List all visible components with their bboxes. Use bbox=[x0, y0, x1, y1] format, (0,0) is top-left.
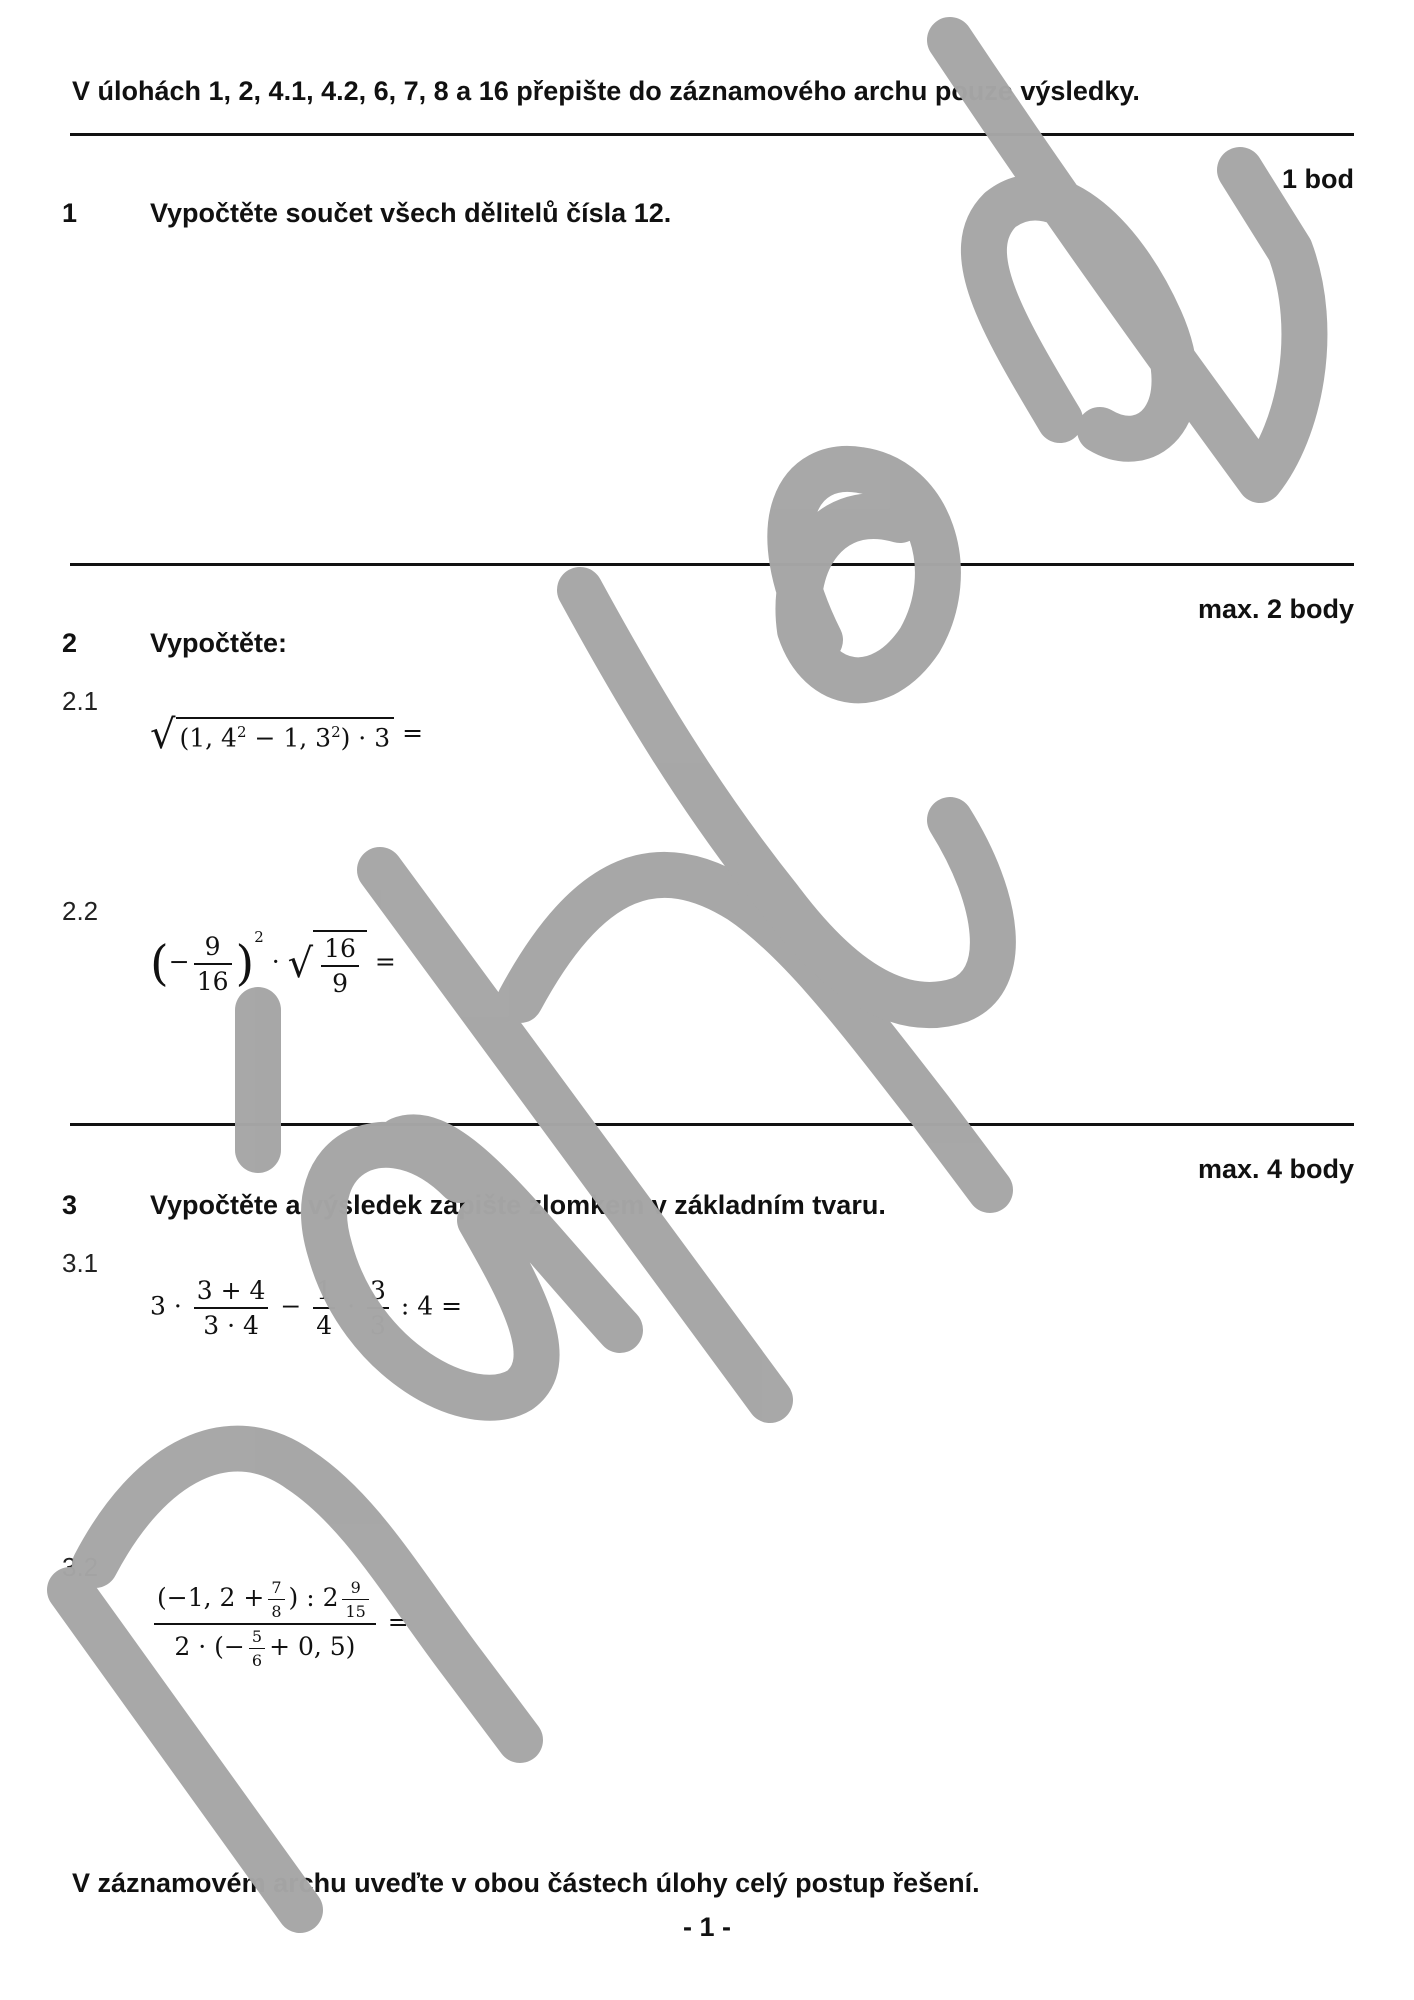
instruction-footer: V záznamovém archu uveďte v obou částech úlohy celý postup řešení. bbox=[72, 1868, 980, 1898]
task3-points: max. 4 body bbox=[1197, 1154, 1354, 1184]
task2-2-label: 2.2 bbox=[62, 896, 99, 926]
task1-number: 1 bbox=[62, 198, 78, 228]
task3-1-expression: 3 · $\frac{3 + 4}{3 \cdot 4}$ − $\frac{1}{4}$ · $\frac{3}{3}$ : 4 = bbox=[150, 1276, 463, 1340]
task1-text: Vypočtěte součet všech dělitelů čísla 12. bbox=[150, 198, 672, 228]
task2-1-label: 2.1 bbox=[62, 686, 99, 716]
task3-number: 3 bbox=[62, 1190, 78, 1220]
task3-2-expression: (−1, 2 + $\frac{7}{8}$ ) : 2 $\frac{9}{15}$ 2 · (− $\frac{5}{6}$ + 0, 5) = bbox=[150, 1578, 409, 1670]
task3-1-label: 3.1 bbox=[62, 1248, 99, 1278]
task1-points: 1 bod bbox=[1282, 164, 1354, 194]
task2-points: max. 2 body bbox=[1197, 594, 1354, 624]
page-number: - 1 - bbox=[682, 1912, 731, 1942]
task3-text: Vypočtěte a výsledek zapište zlomkem v základním tvaru. bbox=[150, 1190, 886, 1220]
task3-2-label: 3.2 bbox=[62, 1552, 99, 1582]
instruction-header: V úlohách 1, 2, 4.1, 4.2, 6, 7, 8 a 16 přepište do záznamového archu pouze výsledky. bbox=[72, 76, 1140, 106]
task2-2-expression: (− $\frac{9}{16}$ )$^2$ · √ $\frac{16}{9}$ = bbox=[150, 928, 396, 998]
task2-1-expression: √ (1, $4^2 - 1$, $3^2) \cdot 3$ = bbox=[150, 712, 424, 758]
task2-text: Vypočtěte: bbox=[150, 628, 288, 658]
task2-number: 2 bbox=[62, 628, 78, 658]
